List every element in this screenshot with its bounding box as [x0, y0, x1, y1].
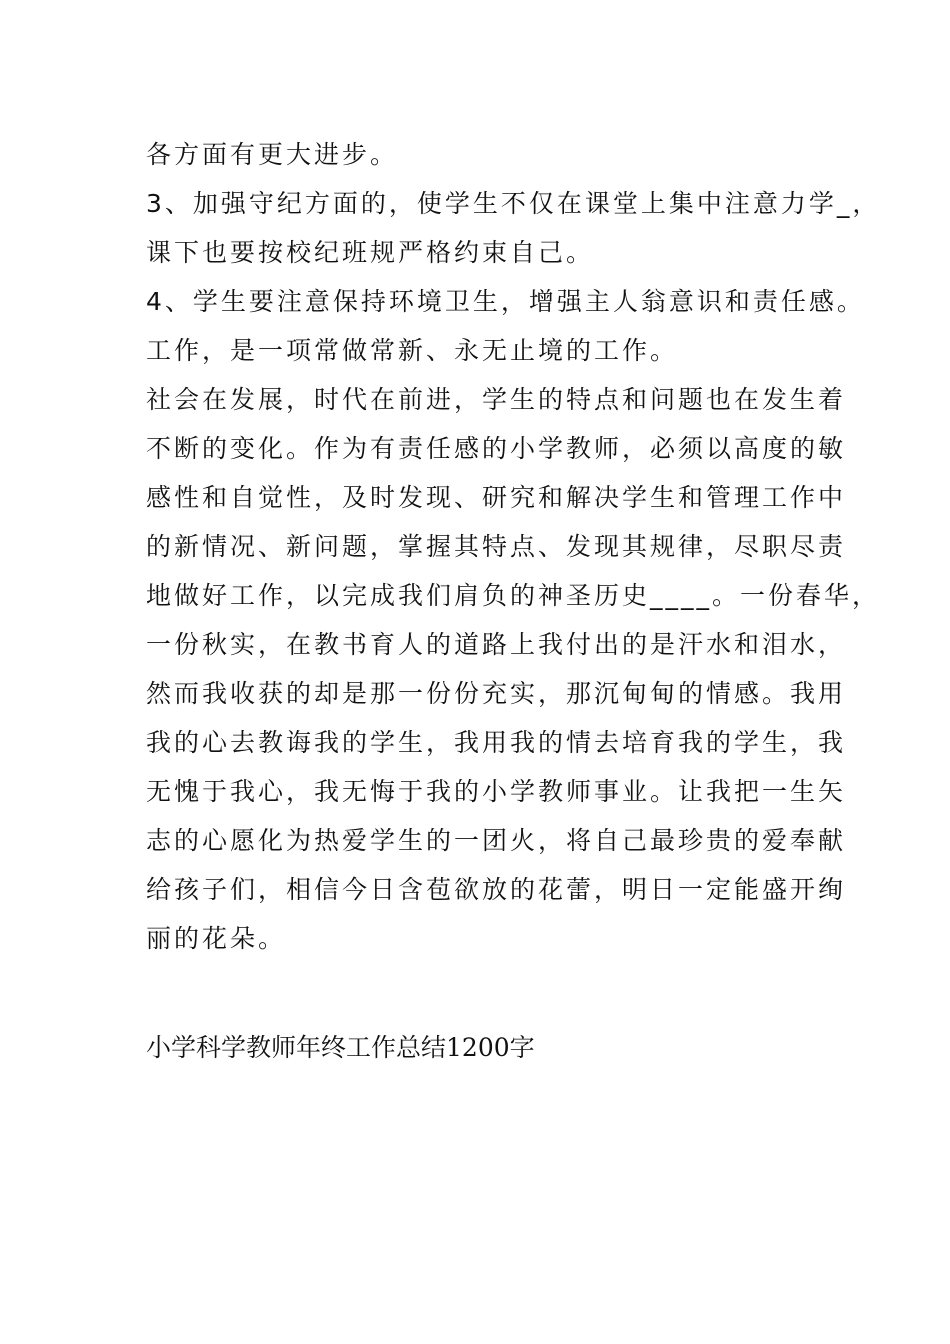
text-line: 3、加强守纪方面的，使学生不仅在课堂上集中注意力学_，	[146, 189, 881, 218]
text-line: 志的心愿化为热爱学生的一团火，将自己最珍贵的爱奉献	[146, 826, 847, 855]
text-line: 感性和自觉性，及时发现、研究和解决学生和管理工作中	[146, 483, 847, 512]
text-line: 的新情况、新问题，掌握其特点、发现其规律，尽职尽责	[146, 532, 847, 561]
text-line: 然而我收获的却是那一份份充实，那沉甸甸的情感。我用	[146, 679, 847, 708]
text-line: 课下也要按校纪班规严格约束自己。	[146, 238, 595, 267]
text-line: 地做好工作，以完成我们肩负的神圣历史____。一份春华，	[146, 581, 881, 610]
text-line: 丽的花朵。	[146, 924, 287, 953]
text-line: 一份秋实，在教书育人的道路上我付出的是汗水和泪水，	[146, 630, 847, 659]
text-line: 工作，是一项常做常新、永无止境的工作。	[146, 336, 679, 365]
next-section-title: 小学科学教师年终工作总结1200字	[146, 1033, 535, 1062]
text-line: 不断的变化。作为有责任感的小学教师，必须以高度的敏	[146, 434, 847, 463]
text-line: 各方面有更大进步。	[146, 140, 399, 169]
text-line: 我的心去教诲我的学生，我用我的情去培育我的学生，我	[146, 728, 847, 757]
body-text	[146, 130, 881, 963]
text-line: 无愧于我心，我无悔于我的小学教师事业。让我把一生矢	[146, 777, 847, 806]
text-line: 社会在发展，时代在前进，学生的特点和问题也在发生着	[146, 385, 847, 414]
text-line: 4、学生要注意保持环境卫生，增强主人翁意识和责任感。	[146, 287, 865, 316]
text-line: 给孩子们，相信今日含苞欲放的花蕾，明日一定能盛开绚	[146, 875, 847, 904]
